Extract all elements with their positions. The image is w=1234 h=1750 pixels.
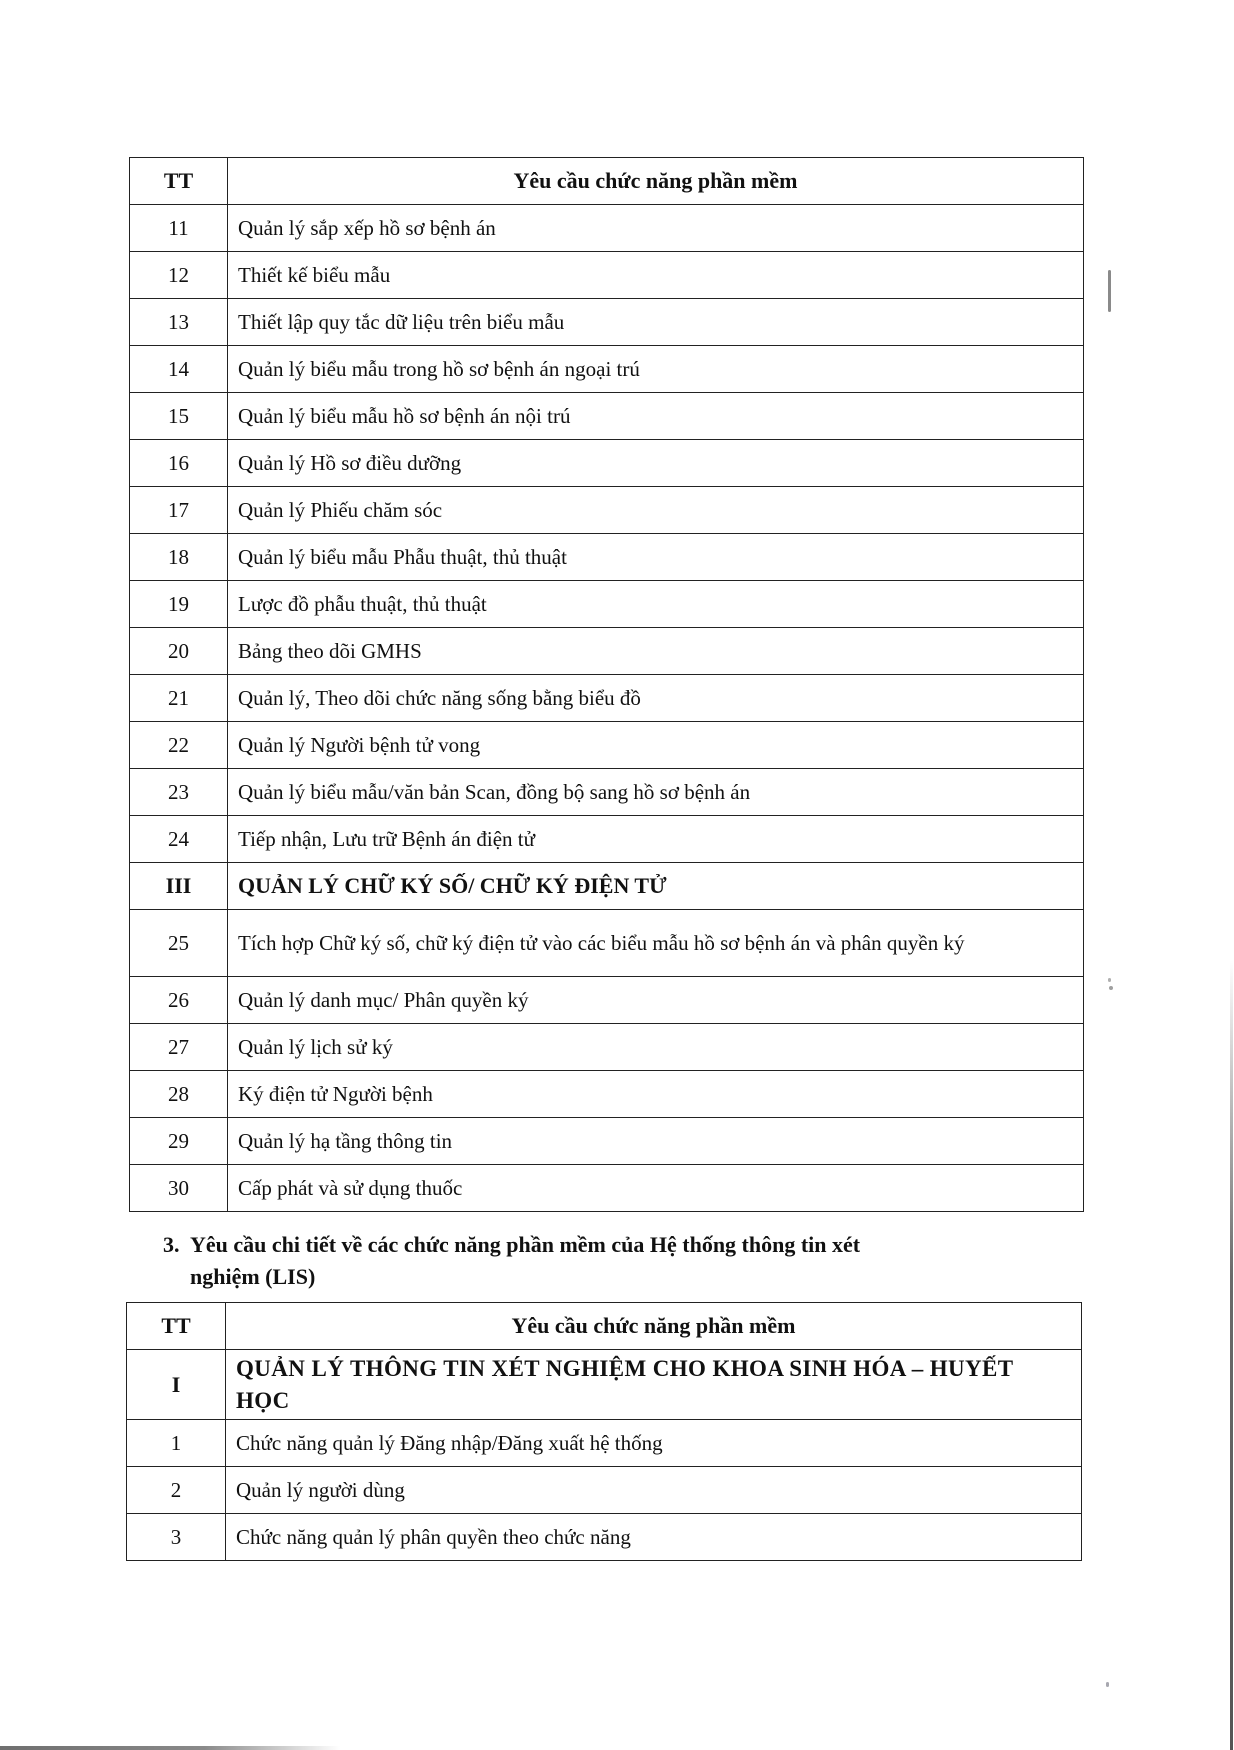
row-text: Thiết lập quy tắc dữ liệu trên biểu mẫu <box>228 299 1084 346</box>
scan-speck <box>1108 978 1111 982</box>
row-text: Quản lý Hồ sơ điều dưỡng <box>228 440 1084 487</box>
row-text: Quản lý lịch sử ký <box>228 1024 1084 1071</box>
row-text: Chức năng quản lý Đăng nhập/Đăng xuất hệ thống <box>226 1420 1082 1467</box>
column-header-tt: TT <box>130 158 228 205</box>
row-number: 24 <box>130 816 228 863</box>
row-text: Cấp phát và sử dụng thuốc <box>228 1165 1084 1212</box>
row-text: Thiết kế biểu mẫu <box>228 252 1084 299</box>
row-number: 17 <box>130 487 228 534</box>
row-number: 25 <box>130 910 228 977</box>
table-row <box>130 252 1084 299</box>
table-row <box>130 675 1084 722</box>
requirements-table-2 <box>126 1302 1082 1561</box>
table-header-row <box>127 1303 1082 1350</box>
row-text: Quản lý sắp xếp hồ sơ bệnh án <box>228 205 1084 252</box>
row-text: Quản lý biểu mẫu/văn bản Scan, đồng bộ sang hồ sơ bệnh án <box>228 769 1084 816</box>
row-text: Lược đồ phẫu thuật, thủ thuật <box>228 581 1084 628</box>
row-number: 23 <box>130 769 228 816</box>
scan-speck <box>1109 986 1113 990</box>
row-number: 12 <box>130 252 228 299</box>
row-text: Tiếp nhận, Lưu trữ Bệnh án điện tử <box>228 816 1084 863</box>
row-number: 22 <box>130 722 228 769</box>
row-number: 20 <box>130 628 228 675</box>
row-number: 19 <box>130 581 228 628</box>
section-number: III <box>130 863 228 910</box>
row-number: 16 <box>130 440 228 487</box>
requirements-table-1 <box>129 157 1084 1212</box>
table-row <box>130 1165 1084 1212</box>
row-text: Quản lý, Theo dõi chức năng sống bằng biểu đồ <box>228 675 1084 722</box>
table-row <box>127 1420 1082 1467</box>
table-row <box>130 977 1084 1024</box>
row-number: 18 <box>130 534 228 581</box>
row-number: 1 <box>127 1420 226 1467</box>
section-row <box>127 1350 1082 1420</box>
scan-edge-bottom <box>0 1746 340 1750</box>
row-text: Quản lý Phiếu chăm sóc <box>228 487 1084 534</box>
table-row <box>130 769 1084 816</box>
table-row <box>130 581 1084 628</box>
row-number: 11 <box>130 205 228 252</box>
column-header-requirement: Yêu cầu chức năng phần mềm <box>228 158 1084 205</box>
table-row <box>130 393 1084 440</box>
row-text: Tích hợp Chữ ký số, chữ ký điện tử vào các biểu mẫu hồ sơ bệnh án và phân quyền ký <box>228 910 1084 977</box>
row-text: Bảng theo dõi GMHS <box>228 628 1084 675</box>
table-header-row <box>130 158 1084 205</box>
row-number: 26 <box>130 977 228 1024</box>
table-row <box>130 299 1084 346</box>
row-text: Quản lý Người bệnh tử vong <box>228 722 1084 769</box>
table-row <box>127 1467 1082 1514</box>
heading-line-1 <box>163 1229 1083 1261</box>
table-row <box>127 1514 1082 1561</box>
row-text: Quản lý biểu mẫu Phẫu thuật, thủ thuật <box>228 534 1084 581</box>
table-row <box>130 1024 1084 1071</box>
row-number: 2 <box>127 1467 226 1514</box>
table-row <box>130 816 1084 863</box>
column-header-tt: TT <box>127 1303 226 1350</box>
heading-title-line-2: nghiệm (LIS) <box>190 1264 316 1289</box>
column-header-requirement: Yêu cầu chức năng phần mềm <box>226 1303 1082 1350</box>
section-title: QUẢN LÝ THÔNG TIN XÉT NGHIỆM CHO KHOA SINH HÓA – HUYẾT HỌC <box>226 1350 1082 1420</box>
section-3-heading <box>163 1229 1083 1293</box>
section-title: QUẢN LÝ CHỮ KÝ SỐ/ CHỮ KÝ ĐIỆN TỬ <box>228 863 1084 910</box>
row-text: Quản lý biểu mẫu hồ sơ bệnh án nội trú <box>228 393 1084 440</box>
row-number: 13 <box>130 299 228 346</box>
row-text: Ký điện tử Người bệnh <box>228 1071 1084 1118</box>
heading-number: 3. <box>163 1232 180 1257</box>
row-text: Quản lý danh mục/ Phân quyền ký <box>228 977 1084 1024</box>
section-row <box>130 863 1084 910</box>
table-row <box>130 1071 1084 1118</box>
row-number: 14 <box>130 346 228 393</box>
row-number: 30 <box>130 1165 228 1212</box>
table-row <box>130 534 1084 581</box>
row-text: Quản lý biểu mẫu trong hồ sơ bệnh án ngoại trú <box>228 346 1084 393</box>
row-number: 29 <box>130 1118 228 1165</box>
table-row <box>130 1118 1084 1165</box>
heading-title-line-1: Yêu cầu chi tiết về các chức năng phần mềm của Hệ thống thông tin xét <box>190 1232 861 1257</box>
row-number: 21 <box>130 675 228 722</box>
row-number: 15 <box>130 393 228 440</box>
row-text: Quản lý người dùng <box>226 1467 1082 1514</box>
table-row <box>130 440 1084 487</box>
scan-speck <box>1106 1682 1109 1687</box>
table-row <box>130 205 1084 252</box>
section-number: I <box>127 1350 226 1420</box>
row-number: 3 <box>127 1514 226 1561</box>
row-text: Quản lý hạ tầng thông tin <box>228 1118 1084 1165</box>
table-row <box>130 722 1084 769</box>
row-number: 27 <box>130 1024 228 1071</box>
scan-edge-right <box>1230 960 1233 1750</box>
row-number: 28 <box>130 1071 228 1118</box>
scan-speck <box>1108 270 1111 312</box>
table-row <box>130 346 1084 393</box>
table-row <box>130 487 1084 534</box>
row-text: Chức năng quản lý phân quyền theo chức năng <box>226 1514 1082 1561</box>
table-row <box>130 628 1084 675</box>
table-row <box>130 910 1084 977</box>
